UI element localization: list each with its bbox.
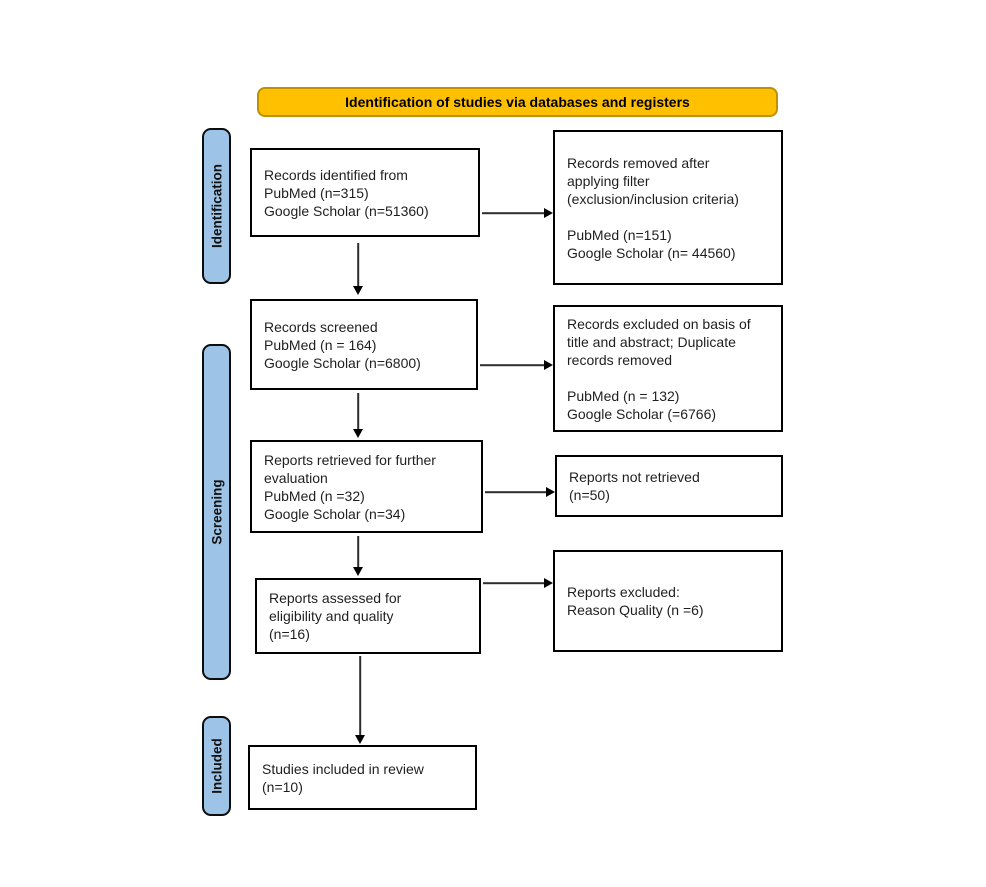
box-line [567,369,773,387]
box-line: PubMed (n=151) [567,226,672,243]
stage-label-screening-text: Screening [209,479,224,545]
arrow-down-icon [352,393,364,438]
box-line: Google Scholar (n= 44560) [567,244,736,261]
box-line: Records screened [264,318,378,335]
box-line: PubMed (n=315) [264,184,369,201]
arrow-down-icon [352,243,364,295]
stage-label-included [202,716,231,816]
box-reports-excluded [553,550,783,652]
box-line: PubMed (n = 132) [567,387,680,404]
box-line: (n=50) [569,487,610,503]
box-reports-assessed [255,578,481,654]
box-records-identified [250,148,480,237]
box-line: Google Scholar (n=34) [264,505,406,522]
stage-label-identification-text: Identification [209,164,224,248]
box-line: Records identified from [264,166,408,183]
box-reports-retrieved [250,440,483,533]
box-line: applying filter [567,172,650,189]
arrow-down-icon [352,536,364,576]
box-line: PubMed (n =32) [264,487,365,504]
box-records-removed [553,130,783,285]
box-line: eligibility and quality [269,608,394,624]
box-line: Google Scholar (=6766) [567,405,717,422]
box-line: Reports not retrieved [569,469,700,485]
box-studies-included [248,745,477,810]
box-reports-not-retrieved [555,455,783,517]
box-line: records removed [567,351,673,368]
box-line: Reason Quality (n =6) [567,602,704,618]
box-line: Google Scholar (n=6800) [264,354,421,371]
box-line: PubMed (n = 164) [264,336,377,353]
box-records-screened [250,299,478,390]
box-line: Records excluded on basis of [567,315,751,332]
arrow-right-icon [480,359,553,371]
box-line: Reports excluded: [567,584,680,600]
diagram-title-banner [257,87,778,117]
diagram-title: Identification of studies via databases and registers [345,94,690,110]
box-records-excluded [553,305,783,432]
box-line: (n=10) [262,778,303,795]
stage-label-identification [202,128,231,284]
box-line: Studies included in review [262,760,424,777]
box-line: title and abstract; Duplicate [567,333,736,350]
box-line: Records removed after [567,154,710,171]
stage-label-screening [202,344,231,680]
arrow-down-icon [354,656,366,744]
arrow-right-icon [485,486,555,498]
box-line: (n=16) [269,626,310,642]
box-line: Reports retrieved for further [264,451,436,468]
box-line: (exclusion/inclusion criteria) [567,190,739,207]
arrow-right-icon [483,577,553,589]
stage-label-included-text: Included [209,738,224,794]
box-line: evaluation [264,469,328,486]
arrow-right-icon [482,207,553,219]
box-line [567,208,773,226]
box-line: Google Scholar (n=51360) [264,202,429,219]
box-line: Reports assessed for [269,590,402,606]
